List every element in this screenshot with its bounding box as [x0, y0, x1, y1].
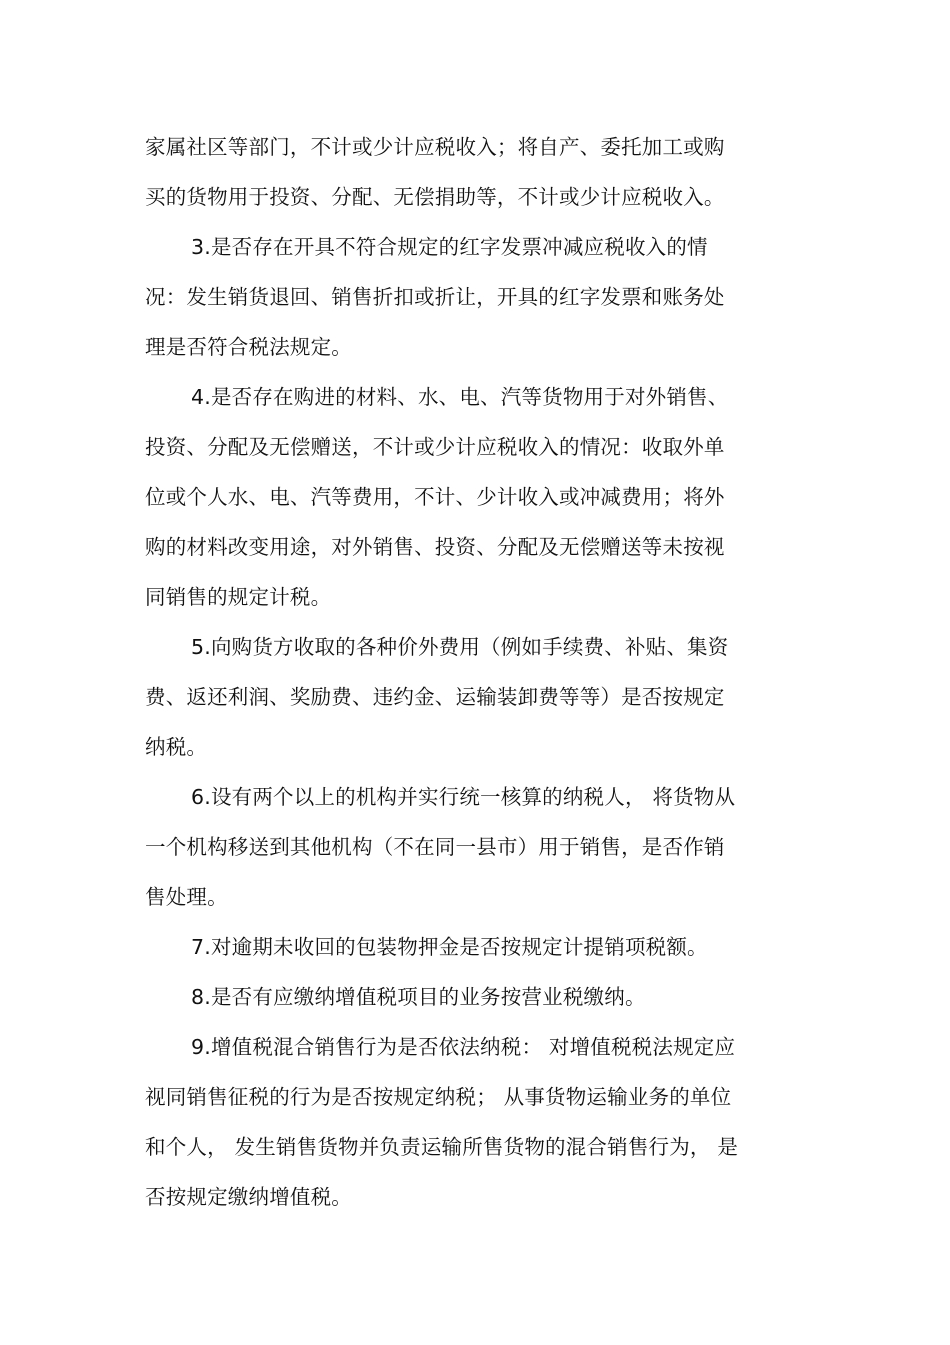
text-line-2: 买的货物用于投资、分配、无偿捐助等，不计或少计应税收入。: [145, 185, 725, 209]
text-line-17: 7.对逾期未收回的包装物押金是否按规定计提销项税额。: [191, 935, 708, 959]
text-line-10: 同销售的规定计税。: [145, 585, 332, 609]
text-line-9: 购的材料改变用途，对外销售、投资、分配及无偿赠送等未按视: [145, 535, 725, 559]
text-line-7: 投资、分配及无偿赠送，不计或少计应税收入的情况：收取外单: [145, 435, 725, 459]
text-line-13: 纳税。: [145, 735, 208, 759]
text-line-20: 视同销售征税的行为是否按规定纳税； 从事货物运输业务的单位: [145, 1085, 732, 1109]
text-line-18: 8.是否有应缴纳增值税项目的业务按营业税缴纳。: [191, 985, 646, 1009]
text-line-14: 6.设有两个以上的机构并实行统一核算的纳税人， 将货物从: [191, 785, 736, 809]
text-line-21: 和个人， 发生销售货物并负责运输所售货物的混合销售行为， 是: [145, 1135, 739, 1159]
text-line-3: 3.是否存在开具不符合规定的红字发票冲减应税收入的情: [191, 235, 708, 259]
text-line-5: 理是否符合税法规定。: [145, 335, 352, 359]
text-line-22: 否按规定缴纳增值税。: [145, 1185, 352, 1209]
text-line-11: 5.向购货方收取的各种价外费用（例如手续费、补贴、集资: [191, 635, 729, 659]
text-line-6: 4.是否存在购进的材料、水、电、汽等货物用于对外销售、: [191, 385, 729, 409]
text-line-8: 位或个人水、电、汽等费用，不计、少计收入或冲减费用；将外: [145, 485, 725, 509]
text-line-12: 费、返还利润、奖励费、违约金、运输装卸费等等）是否按规定: [145, 685, 725, 709]
text-line-1: 家属社区等部门，不计或少计应税收入；将自产、委托加工或购: [145, 135, 725, 159]
text-line-15: 一个机构移送到其他机构（不在同一县市）用于销售，是否作销: [145, 835, 725, 859]
text-line-19: 9.增值税混合销售行为是否依法纳税： 对增值税税法规定应: [191, 1035, 736, 1059]
text-line-4: 况：发生销货退回、销售折扣或折让，开具的红字发票和账务处: [145, 285, 725, 309]
text-line-16: 售处理。: [145, 885, 228, 909]
